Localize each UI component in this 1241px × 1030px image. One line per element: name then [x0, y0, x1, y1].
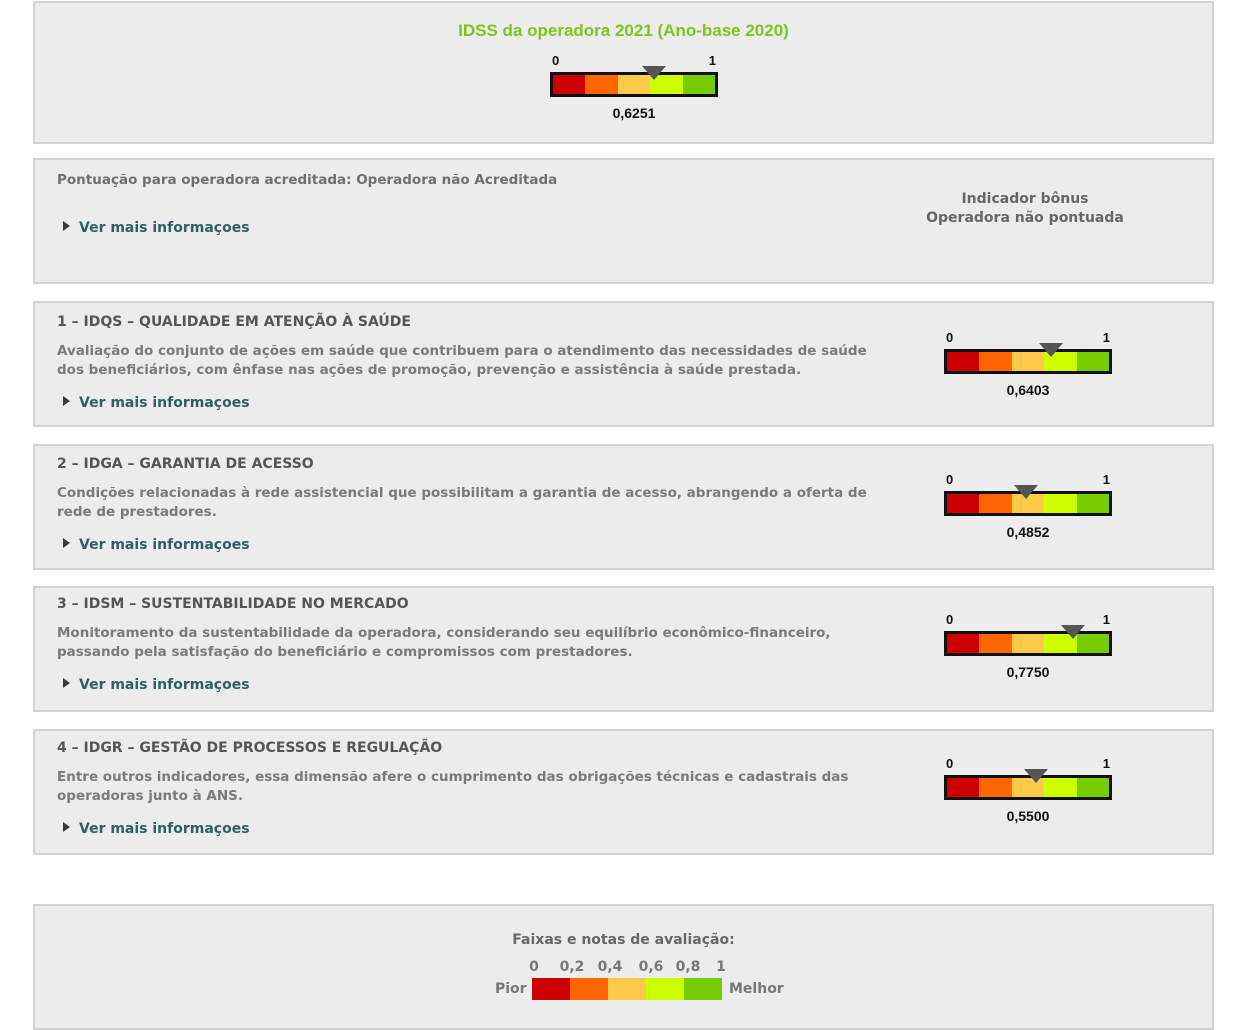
- section-gauge: [944, 472, 1112, 552]
- gauge-marker-icon: [1014, 485, 1038, 499]
- legend-tick: 0,6: [638, 959, 664, 975]
- gauge-value: 0,5500: [1006, 808, 1050, 824]
- gauge-max-label: 1: [1102, 472, 1110, 487]
- more-info-label: Ver mais informaçoes: [79, 395, 250, 411]
- legend-segment: [646, 978, 684, 1000]
- gauge-segment: [1077, 352, 1109, 371]
- section-title: 3 – IDSM – SUSTENTABILIDADE NO MERCADO: [57, 596, 409, 612]
- more-info-label: Ver mais informaçoes: [79, 677, 250, 693]
- more-info-label: Ver mais informaçoes: [79, 537, 250, 553]
- gauge-segment: [1077, 778, 1109, 797]
- more-info-label: Ver mais informaçoes: [79, 821, 250, 837]
- more-info-link[interactable]: [63, 395, 250, 411]
- legend-segment: [570, 978, 608, 1000]
- gauge-bar: [944, 631, 1112, 656]
- legend-tick: 0,8: [675, 959, 701, 975]
- gauge-segment: [947, 778, 979, 797]
- expand-triangle-icon: [63, 396, 70, 406]
- expand-triangle-icon: [63, 822, 70, 832]
- section-title: 2 – IDGA – GARANTIA DE ACESSO: [57, 456, 314, 472]
- accreditation-panel: [33, 158, 1214, 284]
- gauge-value: 0,7750: [1006, 664, 1050, 680]
- expand-triangle-icon: [63, 538, 70, 548]
- legend-title: Faixas e notas de avaliação:: [512, 932, 735, 948]
- gauge-value: 0,4852: [1006, 524, 1050, 540]
- legend-segment: [684, 978, 722, 1000]
- bonus-status: Operadora não pontuada: [926, 210, 1124, 226]
- gauge-segment: [979, 778, 1011, 797]
- expand-triangle-icon: [63, 678, 70, 688]
- legend-worst-label: Pior: [495, 981, 527, 997]
- gauge-value: 0,6403: [1006, 382, 1050, 398]
- gauge-segment: [947, 352, 979, 371]
- gauge-marker-icon: [1024, 769, 1048, 783]
- legend-bar: [532, 978, 722, 1000]
- gauge-segment: [1012, 634, 1044, 653]
- legend-tick: 0,4: [597, 959, 623, 975]
- gauge-segment: [1044, 494, 1076, 513]
- section-gauge: [944, 612, 1112, 692]
- gauge-segment: [553, 75, 585, 94]
- gauge-marker-icon: [1061, 625, 1085, 639]
- section-title: 4 – IDGR – GESTÃO DE PROCESSOS E REGULAÇÃO: [57, 740, 443, 756]
- gauge-max-label: 1: [1102, 330, 1110, 345]
- gauge-bar: [550, 72, 718, 97]
- legend-tick: 1: [716, 959, 726, 975]
- more-info-label: Ver mais informaçoes: [79, 220, 250, 236]
- gauge-segment: [1077, 494, 1109, 513]
- overall-panel: [33, 1, 1214, 144]
- more-info-link[interactable]: [63, 220, 250, 236]
- gauge-max-label: 1: [1102, 756, 1110, 771]
- gauge-segment: [683, 75, 715, 94]
- gauge-min-label: 0: [946, 756, 954, 771]
- gauge-marker-icon: [642, 66, 666, 80]
- more-info-link[interactable]: [63, 537, 250, 553]
- expand-triangle-icon: [63, 221, 70, 231]
- more-info-link[interactable]: [63, 677, 250, 693]
- legend-tick: 0,2: [559, 959, 585, 975]
- gauge-segment: [979, 634, 1011, 653]
- bonus-indicator: [915, 190, 1135, 228]
- legend-segment: [532, 978, 570, 1000]
- gauge-min-label: 0: [946, 330, 954, 345]
- section-idsm: [33, 586, 1214, 712]
- bonus-title: Indicador bônus: [961, 191, 1089, 207]
- gauge-min-label: 0: [946, 612, 954, 627]
- gauge-segment: [979, 494, 1011, 513]
- gauge-segment: [947, 494, 979, 513]
- legend-tick: 0: [529, 959, 539, 975]
- gauge-min-label: 0: [552, 53, 560, 68]
- section-gauge: [944, 756, 1112, 836]
- legend-segment: [608, 978, 646, 1000]
- section-description: Avaliação do conjunto de ações em saúde que contribuem para o atendimento das necessidades de saúde dos beneficiários, com ênfase nas ações de promoção, prevenção e assistência à saúde prestada.: [57, 343, 867, 378]
- gauge-segment: [1044, 778, 1076, 797]
- section-title: 1 – IDQS – QUALIDADE EM ATENÇÃO À SAÚDE: [57, 314, 411, 330]
- gauge-segment: [585, 75, 617, 94]
- gauge-value: 0,6251: [612, 105, 656, 121]
- accreditation-text: Pontuação para operadora acreditada: Operadora não Acreditada: [57, 172, 558, 188]
- section-description: Condições relacionadas à rede assistencial que possibilitam a garantia de acesso, abrangendo a oferta de rede de prestadores.: [57, 485, 867, 520]
- gauge-bar: [944, 349, 1112, 374]
- section-gauge: [944, 330, 1112, 410]
- gauge-max-label: 1: [1102, 612, 1110, 627]
- section-idgr: [33, 729, 1214, 855]
- legend-ticks: [529, 959, 726, 979]
- section-idga: [33, 444, 1214, 570]
- section-idqs: [33, 301, 1214, 427]
- legend-best-label: Melhor: [729, 981, 784, 997]
- gauge-marker-icon: [1039, 343, 1063, 357]
- gauge-segment: [947, 634, 979, 653]
- more-info-link[interactable]: [63, 821, 250, 837]
- section-description: Monitoramento da sustentabilidade da operadora, considerando seu equilíbrio econômico-financeiro, passando pela satisfação do beneficiário e compromissos com prestadores.: [57, 625, 831, 660]
- section-description: Entre outros indicadores, essa dimensão afere o cumprimento das obrigações técnicas e cadastrais das operadoras junto à ANS.: [57, 769, 849, 804]
- gauge-max-label: 1: [708, 53, 716, 68]
- gauge-min-label: 0: [946, 472, 954, 487]
- overall-gauge: [550, 53, 718, 133]
- legend-panel: [33, 904, 1214, 1030]
- gauge-segment: [979, 352, 1011, 371]
- page-title: IDSS da operadora 2021 (Ano-base 2020): [458, 21, 789, 40]
